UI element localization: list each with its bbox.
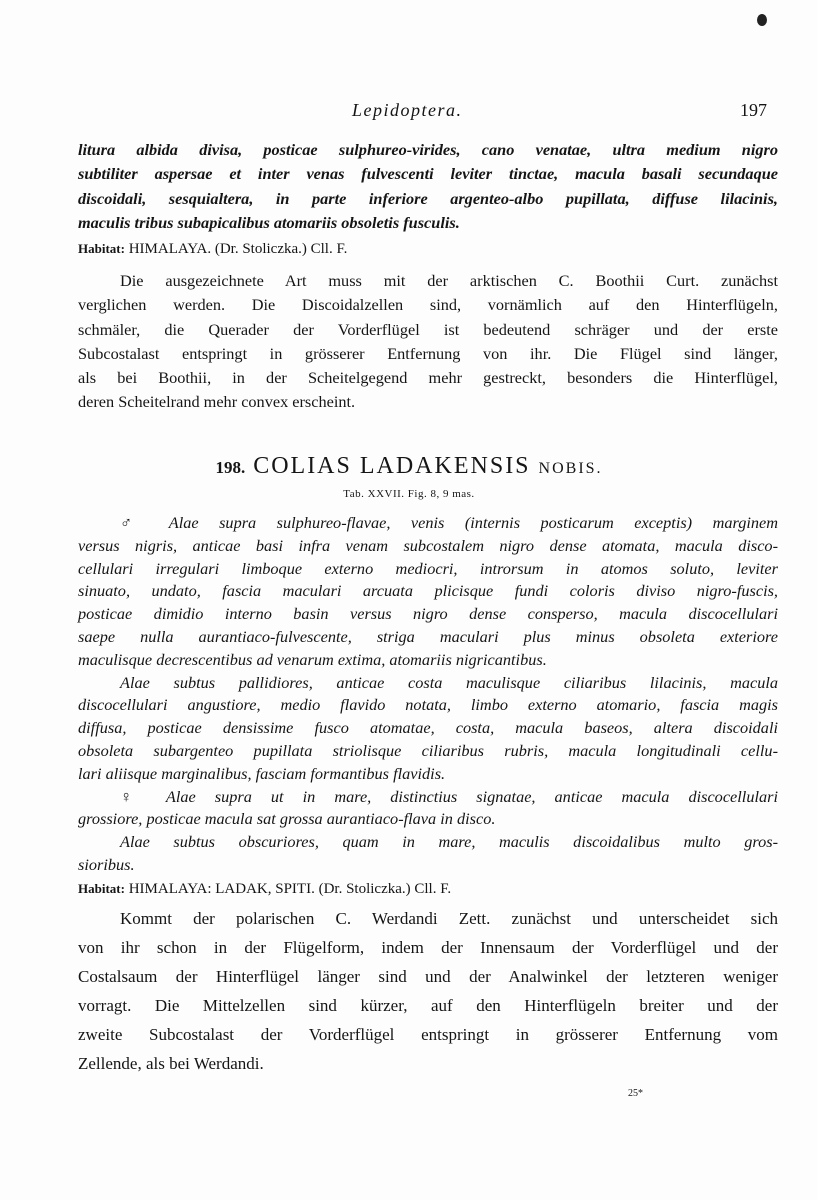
species-name: COLIAS LADAKENSIS: [253, 453, 531, 479]
species-author: NOBIS.: [538, 460, 603, 477]
text-line: litura albida divisa, posticae sulphureo-virides, cano venatae, ultra medium nigro: [78, 140, 778, 159]
text-line: zweite Subcostalast der Vorderflügel entspringt in grösserer Entfernung vom: [78, 1025, 778, 1044]
text-line: grossiore, posticae macula sat grossa aurantiaco-flava in disco.: [78, 809, 496, 829]
habitat-text: HIMALAYA: LADAK, SPITI. (Dr. Stoliczka.) Cll. F.: [128, 881, 452, 897]
page-number: 197: [740, 100, 767, 120]
text-line: saepe nulla aurantiaco-fulvescente, striga maculari plus minus obsoleta exteriore: [78, 626, 778, 646]
plate-reference: Tab. XXVII. Fig. 8, 9 mas.: [343, 488, 475, 500]
text-line: Alae subtus obscuriores, quam in mare, maculis discoidalibus multo gros-: [120, 832, 778, 852]
habitat-label: Habitat:: [78, 881, 125, 896]
text-line: obsoleta subargenteo pupillata striolisque ciliaribus rubris, macula longitudinali cellu-: [78, 740, 778, 760]
text-line: discoidali, sesquialtera, in parte inferiore argenteo-albo pupillata, diffuse lilacinis,: [78, 188, 778, 208]
species-heading: [0, 452, 818, 483]
habitat-label: Habitat:: [78, 241, 125, 256]
text-line: maculis tribus subapicalibus atomariis obsoletis fusculis.: [78, 212, 460, 232]
habitat-text: HIMALAYA. (Dr. Stoliczka.) Cll. F.: [128, 241, 348, 257]
signature-mark: 25*: [628, 1088, 643, 1099]
text-line: schmäler, die Querader der Vorderflügel ist bedeutend schräger und der erste: [78, 319, 778, 339]
text-line: Zellende, als bei Werdandi.: [78, 1054, 264, 1073]
text-line: Kommt der polarischen C. Werdandi Zett. zunächst und unterscheidet sich: [120, 909, 778, 928]
text-line: deren Scheitelrand mehr convex erscheint.: [78, 392, 356, 412]
text-line: diffusa, posticae densissime fusco atomatae, costa, macula baseos, altera discoidali: [78, 718, 778, 738]
text-line: maculisque decrescentibus ad venarum extima, atomariis nigricantibus.: [78, 649, 547, 669]
text-line: cellulari irregulari limboque externo mediocri, introrsum in atomos soluto, leviter: [78, 558, 778, 578]
text-line: als bei Boothii, in der Scheitelgegend mehr gestreckt, besonders die Hinterflügel,: [78, 368, 778, 388]
text-line: versus nigris, anticae basi infra venam subcostalem nigro dense atomata, macula disco-: [78, 535, 778, 555]
ink-blot: [757, 14, 767, 26]
text-line: sioribus.: [78, 854, 135, 874]
text-line: subtiliter aspersae et inter venas fulvescenti leviter tinctae, macula basali secundaque: [78, 164, 778, 184]
running-title: Lepidoptera.: [352, 100, 463, 120]
text-line: ♀ Alae supra ut in mare, distinctius signatae, anticae macula discocellulari: [120, 786, 778, 806]
species-number: 198.: [215, 458, 246, 477]
text-line: ♂ Alae supra sulphureo-flavae, venis (internis posticarum exceptis) marginem: [120, 513, 778, 532]
text-line: discocellulari angustiore, medio flavido notata, limbo externo atomario, fascia magis: [78, 695, 778, 715]
species-description: [78, 512, 778, 877]
text-line: Subcostalast entspringt in grösserer Entfernung von ihr. Die Flügel sind länger,: [78, 343, 778, 363]
german-paragraph-1: [78, 269, 778, 415]
text-line: von ihr schon in der Flügelform, indem der Innensaum der Vorderflügel und der: [78, 938, 778, 957]
text-line: sinuato, undato, fascia maculari arcuata plicisque fundi coloris diviso nigro-fuscis,: [78, 581, 778, 601]
text-line: Die ausgezeichnete Art muss mit der arktischen C. Boothii Curt. zunächst: [120, 271, 778, 290]
latin-paragraph-top: [78, 138, 778, 235]
text-line: posticae dimidio interno basin versus nigro dense consperso, macula discocellulari: [78, 604, 778, 624]
habitat-line-1: [78, 240, 347, 258]
text-line: lari aliisque marginalibus, fasciam formantibus flavidis.: [78, 763, 446, 783]
german-paragraph-2: [78, 904, 778, 1078]
text-line: Alae subtus pallidiores, anticae costa maculisque ciliaribus lilacinis, macula: [120, 672, 778, 692]
text-line: Costalsaum der Hinterflügel länger sind und der Analwinkel der letzteren weniger: [78, 967, 778, 986]
habitat-line-2: [78, 880, 451, 898]
text-line: vorragt. Die Mittelzellen sind kürzer, auf den Hinterflügeln breiter und der: [78, 996, 778, 1015]
text-line: verglichen werden. Die Discoidalzellen sind, vornämlich auf den Hinterflügeln,: [78, 295, 778, 315]
